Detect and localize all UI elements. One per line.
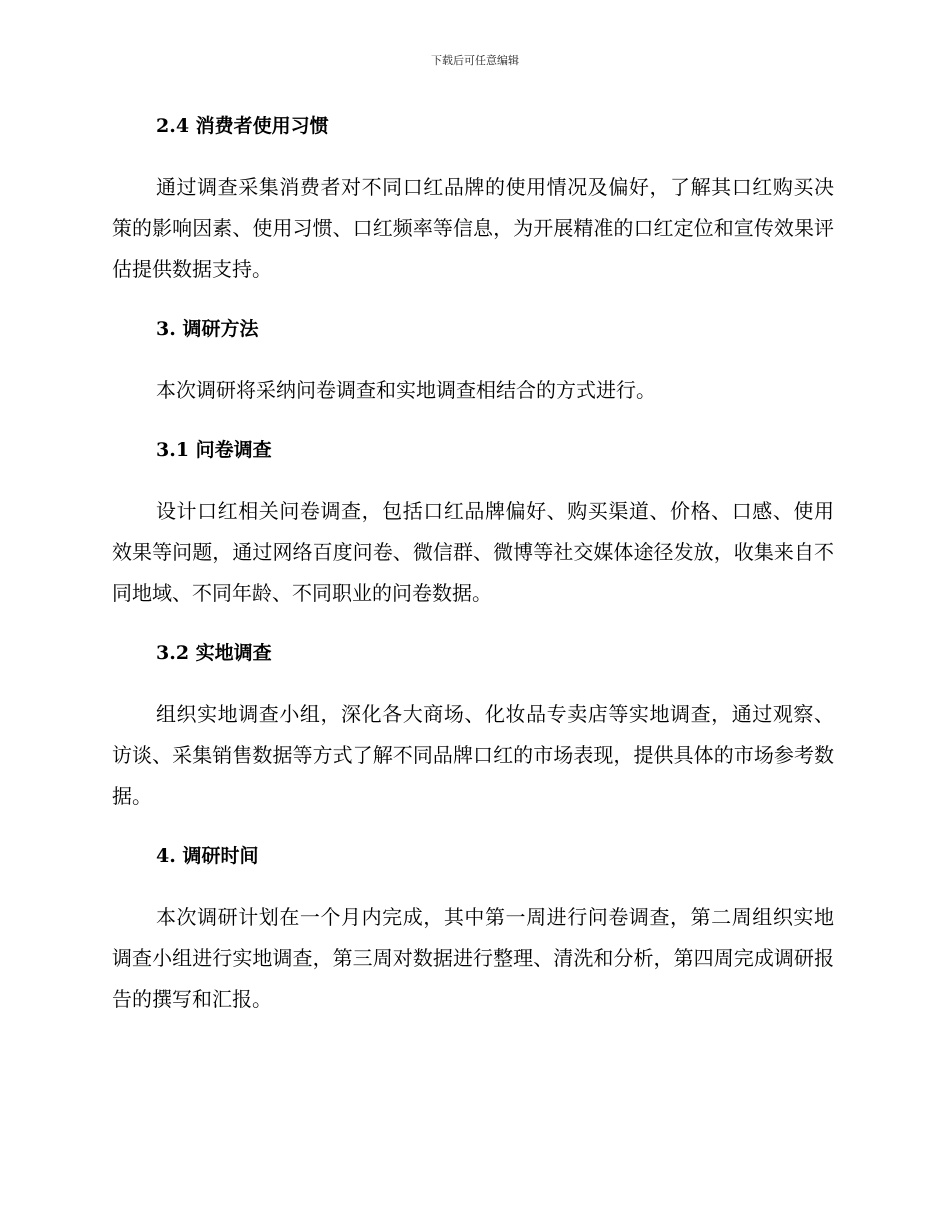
section-heading: 2.4 消费者使用习惯: [156, 115, 329, 137]
section-paragraph: 本次调研将采纳问卷调查和实地调查相结合的方式进行。: [156, 378, 656, 402]
section-heading: 3.1 问卷调查: [156, 439, 272, 461]
header-note: 下载后可任意编辑: [431, 54, 519, 67]
section-paragraph: 本次调研计划在一个月内完成，其中第一周进行问卷调查，第二周组织实地调查小组进行实地调查，第三周对数据进行整理、清洗和分析，第四周完成调研报告的撰写和汇报。: [112, 905, 834, 1011]
section-paragraph: 组织实地调查小组，深化各大商场、化妆品专卖店等实地调查，通过观察、访谈、采集销售数据等方式了解不同品牌口红的市场表现，提供具体的市场参考数据。: [112, 702, 834, 808]
section-heading: 4. 调研时间: [156, 845, 259, 867]
document-body: [112, 111, 834, 1020]
section-paragraph: 设计口红相关问卷调查，包括口红品牌偏好、购买渠道、价格、口感、使用效果等问题，通过网络百度问卷、微信群、微博等社交媒体途径发放，收集来自不同地域、不同年龄、不同职业的问卷数据。: [112, 499, 834, 605]
section-heading: 3.2 实地调查: [156, 642, 272, 664]
section-heading: 3. 调研方法: [156, 318, 259, 340]
section-paragraph: 通过调查采集消费者对不同口红品牌的使用情况及偏好，了解其口红购买决策的影响因素、使用习惯、口红频率等信息，为开展精准的口红定位和宣传效果评估提供数据支持。: [112, 175, 834, 281]
